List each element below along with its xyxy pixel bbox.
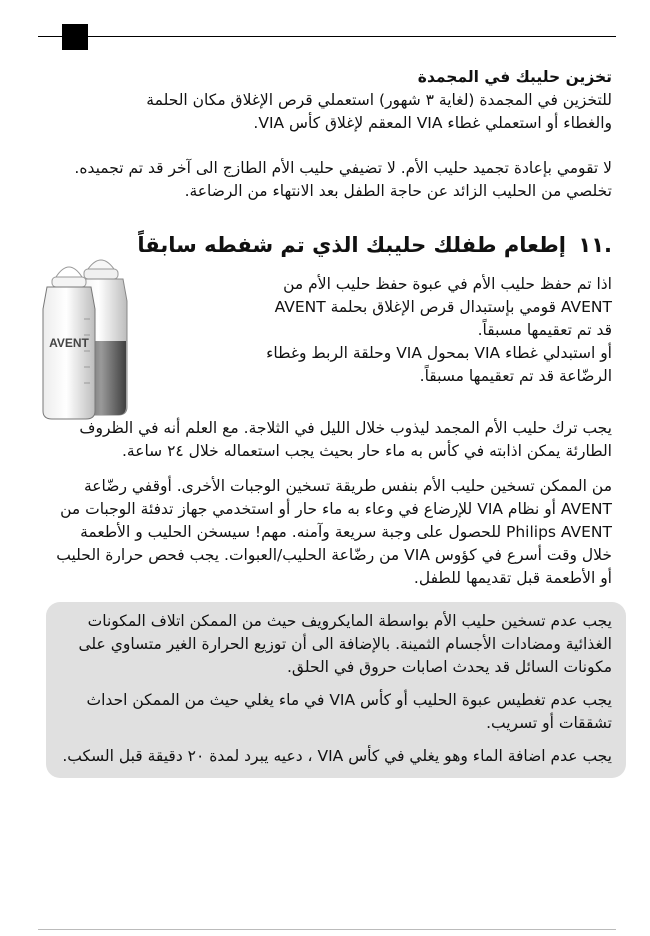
avent-instructions-block bbox=[48, 273, 612, 405]
section-title: إطعام طفلك حليبك الذي تم شفطه سابقاً bbox=[137, 233, 566, 257]
front-bottle bbox=[43, 267, 95, 419]
avent-instruction-line: أو استبدلي غطاء VIA بمحول VIA وحلقة الربط وغطاء bbox=[266, 344, 612, 362]
avent-instruction-line: AVENT قومي بإستبدال قرص الإغلاق بحلمة AVENT bbox=[274, 298, 612, 316]
boiling-immersion-warning: يجب عدم تغطيس عبوة الحليب أو كأس VIA في ماء يغلي حيث من الممكن احداث تشققات أو تسريب. bbox=[86, 691, 612, 732]
page-corner-marker bbox=[62, 24, 88, 50]
avent-instruction-line: اذا تم حفظ حليب الأم في عبوة حفظ حليب الأم من bbox=[283, 275, 612, 293]
avent-bottles-image bbox=[28, 243, 158, 423]
warming-instructions: من الممكن تسخين حليب الأم بنفس طريقة تسخين الوجبات الأخرى. أوقفي رضّاعة AVENT أو نظام VIA للإرضاع في وعاء به ماء حار أو استخدمي جهاز تدفئة الوجبات من Philips AVENT للحصول على وجبة سريعة وآمنه. مهم! سيسخن الحليب و الأطعمة خلال وقت أسرع في كؤوس VIA من رضّاعة الحليب/العبوات. يجب فحص حرارة الحليب أو الأطعمة قبل تقديمها للطفل. bbox=[56, 477, 612, 587]
bottle-brand-label: AVENT bbox=[49, 336, 89, 350]
bottom-rule bbox=[38, 929, 616, 930]
section-number: .١١ bbox=[578, 233, 612, 257]
microwave-warning: يجب عدم تسخين حليب الأم بواسطة المايكرويف حيث من الممكن اتلاف المكونات الغذائية ومضادات الأجسام الثمينة. بالإضافة الى أن توزيع الحرارة الغير متساوي على مكونات السائل قد يحدث اصابات حروق في الحلق. bbox=[78, 612, 612, 676]
freezer-storage-line: والغطاء أو استعملي غطاء VIA المعقم لإغلاق كأس VIA. bbox=[253, 114, 612, 132]
boiling-water-warning: يجب عدم اضافة الماء وهو يغلي في كأس VIA ، دعيه يبرد لمدة ٢٠ دقيقة قبل السكب. bbox=[62, 747, 612, 765]
document-content bbox=[48, 66, 612, 778]
refreeze-warning: لا تقومي بإعادة تجميد حليب الأم. لا تضيفي حليب الأم الطازج الى آخر قد تم تجميده. تخلصي من الحليب الزائد عن حاجة الطفل بعد الانتهاء من الرضاعة. bbox=[74, 159, 612, 200]
thawing-instructions: يجب ترك حليب الأم المجمد ليذوب خلال الليل في الثلاجة. مع العلم أنه في الظروف الطارئة يمكن اذابته في كأس به ماء حار بحيث يجب استعماله خلال ٢٤ ساعة. bbox=[79, 419, 612, 460]
avent-instruction-line: الرضّاعة قد تم تعقيمها مسبقاً. bbox=[419, 367, 612, 385]
avent-instruction-line: قد تم تعقيمها مسبقاً. bbox=[477, 321, 612, 339]
freezer-storage-line: للتخزين في المجمدة (لغاية ٣ شهور) استعملي قرص الإغلاق مكان الحلمة bbox=[146, 91, 612, 109]
top-rule bbox=[38, 36, 616, 37]
freezer-storage-heading: تخزين حليبك في المجمدة bbox=[417, 68, 612, 86]
warnings-box bbox=[46, 602, 626, 778]
